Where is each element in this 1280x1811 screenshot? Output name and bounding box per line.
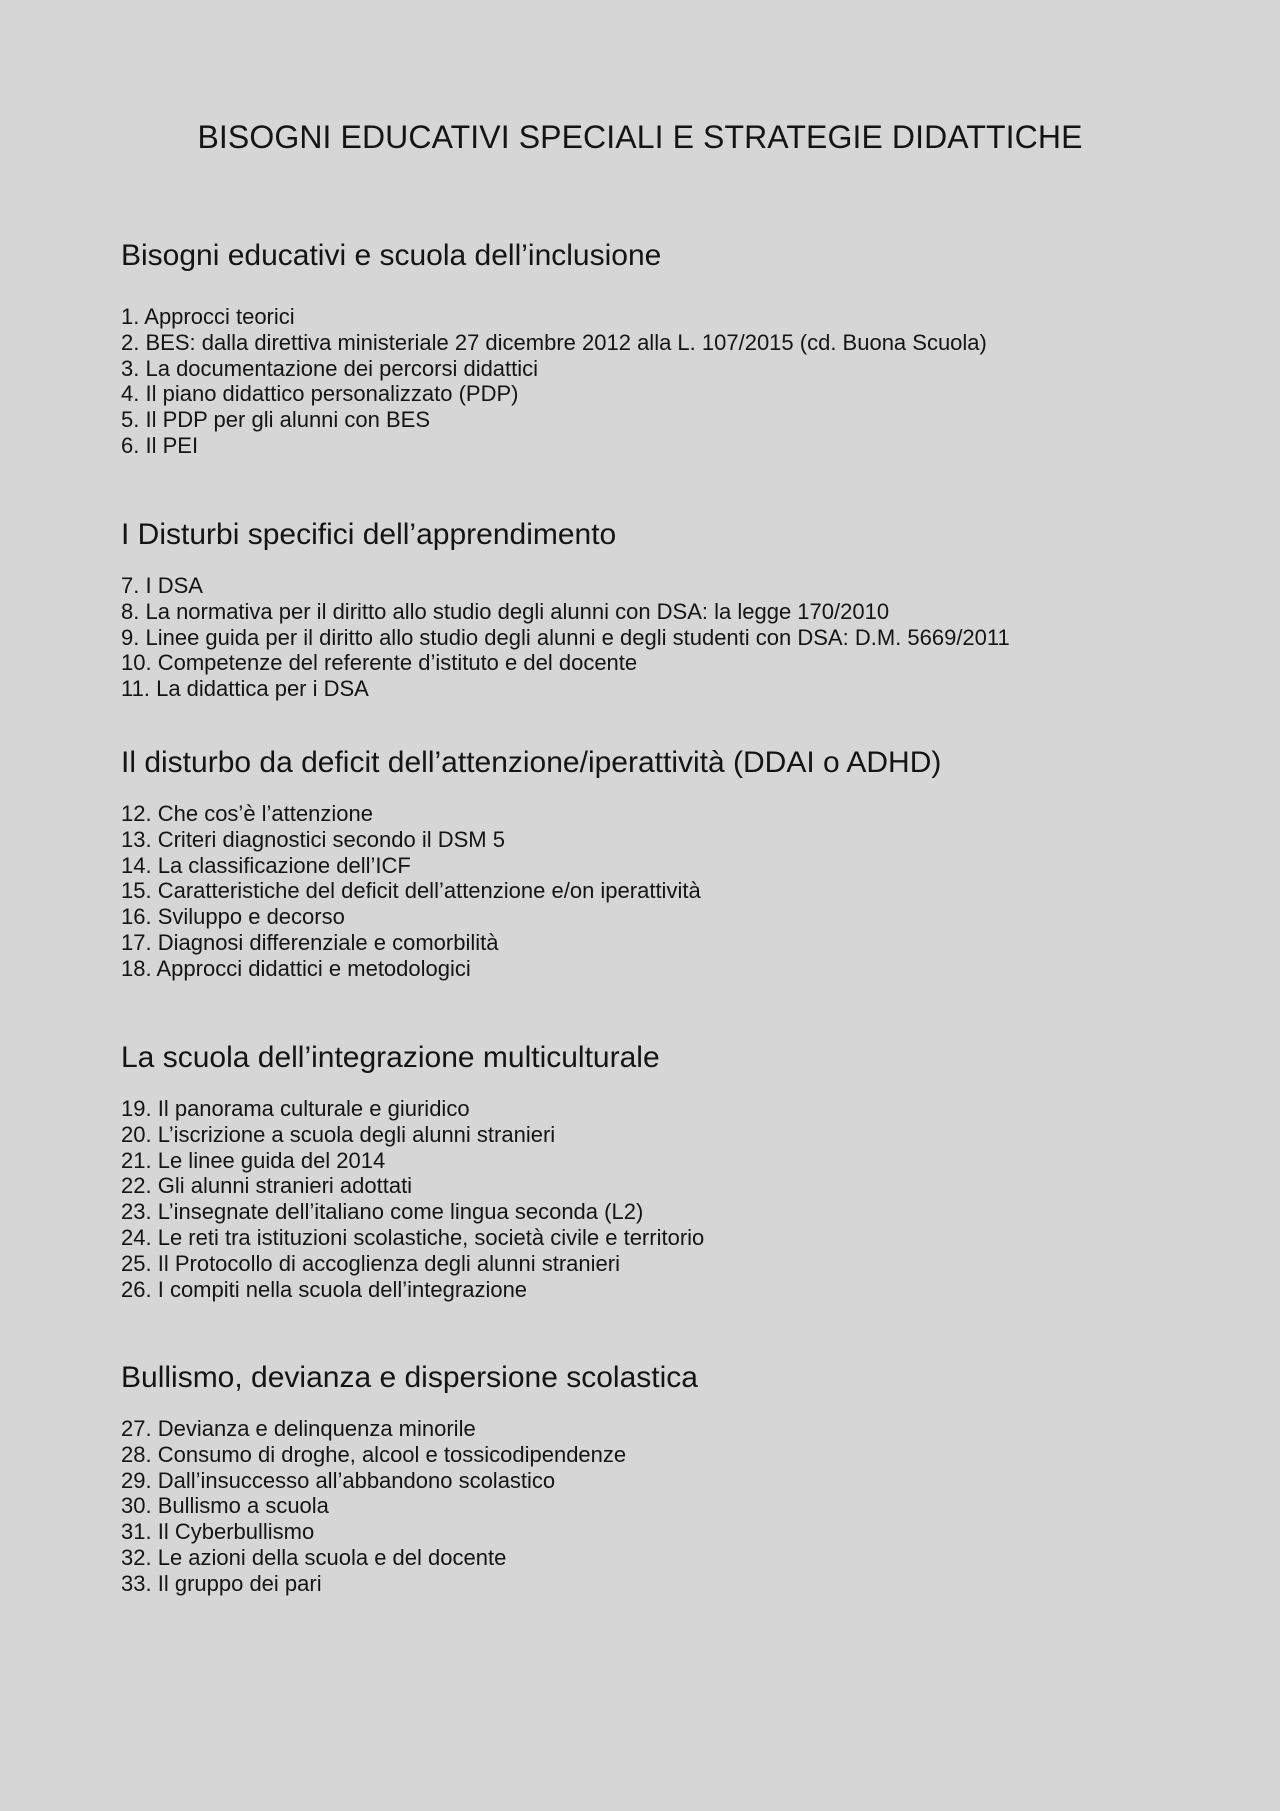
item-text: Caratteristiche del deficit dell’attenzione e/on iperattività [157, 878, 701, 904]
item-text: Diagnosi differenziale e comorbilità [157, 929, 499, 955]
item-text: BES: dalla direttiva ministeriale 27 dicembre 2012 alla L. 107/2015 (cd. Buona Scuola) [145, 329, 987, 355]
item-text: L’insegnate dell’italiano come lingua seconda (L2) [157, 1199, 644, 1225]
section-item-list [121, 801, 1241, 982]
item-number: 15. [121, 878, 152, 904]
item-number: 31. [121, 1519, 152, 1545]
list-item [121, 1173, 1241, 1199]
section-heading: La scuola dell’integrazione multiculturale [121, 1041, 660, 1074]
item-text: Consumo di droghe, alcool e tossicodipendenze [157, 1441, 627, 1467]
list-item [121, 930, 1241, 956]
item-text: La documentazione dei percorsi didattici [145, 355, 539, 381]
section-heading: Bullismo, devianza e dispersione scolastica [121, 1361, 698, 1394]
list-item [121, 1122, 1241, 1148]
item-number: 29. [121, 1467, 152, 1493]
list-item [121, 1416, 1241, 1442]
list-item [121, 625, 1241, 651]
item-number: 2. [121, 329, 140, 355]
item-text: Il Cyberbullismo [157, 1519, 315, 1545]
list-item [121, 356, 1241, 382]
item-text: Il gruppo dei pari [157, 1570, 322, 1596]
item-number: 11. [121, 676, 150, 702]
list-item [121, 1251, 1241, 1277]
item-number: 24. [121, 1224, 152, 1250]
list-item [121, 1225, 1241, 1251]
list-item [121, 407, 1241, 433]
item-text: Gli alunni stranieri adottati [157, 1173, 413, 1199]
section-adhd [121, 745, 1241, 982]
section-integrazione-multiculturale [121, 1040, 1241, 1302]
item-text: Il piano didattico personalizzato (PDP) [145, 381, 519, 407]
list-item [121, 1277, 1241, 1303]
item-number: 7. [121, 573, 140, 598]
item-number: 33. [121, 1570, 152, 1596]
item-number: 3. [121, 355, 140, 381]
item-number: 19. [121, 1096, 152, 1121]
list-item [121, 1571, 1241, 1597]
list-item [121, 1519, 1241, 1545]
section-heading: Il disturbo da deficit dell’attenzione/iperattività (DDAI o ADHD) [121, 746, 942, 779]
section-bisogni-educativi [121, 238, 1241, 459]
item-number: 10. [121, 650, 152, 676]
list-item [121, 381, 1241, 407]
item-number: 12. [121, 801, 152, 826]
item-text: L’iscrizione a scuola degli alunni stranieri [157, 1121, 556, 1147]
list-item [121, 904, 1241, 930]
item-text: Il PDP per gli alunni con BES [145, 407, 431, 433]
item-number: 4. [121, 381, 140, 407]
list-item [121, 1545, 1241, 1571]
section-heading: Bisogni educativi e scuola dell’inclusione [121, 239, 662, 272]
item-text: Criteri diagnostici secondo il DSM 5 [157, 826, 505, 852]
item-text: La classificazione dell’ICF [157, 852, 411, 878]
section-disturbi-specifici [121, 517, 1241, 702]
list-item [121, 827, 1241, 853]
item-text: Competenze del referente d’istituto e del docente [157, 650, 638, 676]
item-number: 25. [121, 1250, 152, 1276]
list-item [121, 1442, 1241, 1468]
list-item [121, 1493, 1241, 1519]
item-text: Sviluppo e decorso [157, 904, 345, 930]
item-number: 20. [121, 1121, 152, 1147]
item-text: Il Protocollo di accoglienza degli alunni stranieri [157, 1250, 620, 1276]
list-item [121, 330, 1241, 356]
list-item [121, 853, 1241, 879]
item-number: 1. [121, 304, 140, 329]
list-item [121, 1199, 1241, 1225]
section-heading: I Disturbi specifici dell’apprendimento [121, 518, 617, 551]
item-text: Le azioni della scuola e del docente [157, 1544, 507, 1570]
item-number: 13. [121, 826, 152, 852]
item-number: 18. [121, 955, 152, 981]
list-item [121, 676, 1241, 702]
item-text: Bullismo a scuola [157, 1493, 329, 1519]
item-text: Il PEI [145, 432, 199, 458]
item-text: I compiti nella scuola dell’integrazione [157, 1276, 528, 1302]
item-text: Che cos’è l’attenzione [157, 801, 373, 826]
item-number: 9. [121, 624, 140, 650]
item-number: 30. [121, 1493, 152, 1519]
item-number: 23. [121, 1199, 152, 1225]
list-item [121, 573, 1241, 599]
item-number: 14. [121, 852, 152, 878]
item-number: 26. [121, 1276, 152, 1302]
item-number: 5. [121, 407, 140, 433]
list-item [121, 433, 1241, 459]
list-item [121, 599, 1241, 625]
item-text: Approcci didattici e metodologici [156, 955, 471, 981]
list-item [121, 1468, 1241, 1494]
section-item-list [121, 573, 1241, 702]
section-item-list [121, 1416, 1241, 1597]
item-number: 21. [121, 1147, 152, 1173]
item-number: 6. [121, 432, 140, 458]
document-title: BISOGNI EDUCATIVI SPECIALI E STRATEGIE DIDATTICHE [197, 119, 1083, 155]
item-number: 32. [121, 1544, 152, 1570]
list-item [121, 956, 1241, 982]
list-item [121, 878, 1241, 904]
section-bullismo [121, 1360, 1241, 1597]
item-text: Approcci teorici [144, 304, 295, 329]
item-text: Dall’insuccesso all’abbandono scolastico [157, 1467, 556, 1493]
list-item [121, 801, 1241, 827]
section-item-list [121, 304, 1241, 459]
list-item [121, 304, 1241, 330]
item-text: Devianza e delinquenza minorile [157, 1416, 476, 1441]
list-item [121, 1096, 1241, 1122]
item-number: 16. [121, 904, 152, 930]
list-item [121, 650, 1241, 676]
item-text: La normativa per il diritto allo studio degli alunni con DSA: la legge 170/2010 [145, 598, 890, 624]
item-number: 28. [121, 1441, 152, 1467]
item-number: 8. [121, 598, 140, 624]
item-number: 27. [121, 1416, 152, 1441]
item-text: Linee guida per il diritto allo studio degli alunni e degli studenti con DSA: D.M. 5669/2011 [145, 624, 1010, 650]
item-text: Il panorama culturale e giuridico [157, 1096, 470, 1121]
item-text: La didattica per i DSA [156, 676, 369, 702]
section-item-list [121, 1096, 1241, 1302]
item-text: I DSA [145, 573, 203, 598]
item-number: 17. [121, 929, 152, 955]
item-text: Le linee guida del 2014 [157, 1147, 386, 1173]
item-number: 22. [121, 1173, 152, 1199]
list-item [121, 1148, 1241, 1174]
item-text: Le reti tra istituzioni scolastiche, società civile e territorio [157, 1224, 705, 1250]
